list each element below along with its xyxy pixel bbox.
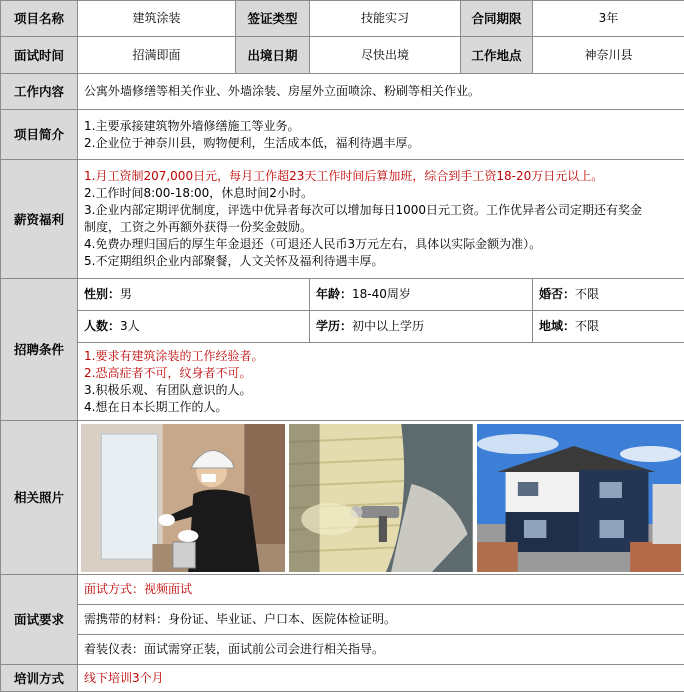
training-text: 线下培训3个月: [78, 665, 684, 692]
table-row: [1, 110, 684, 160]
photo-worker-painting-wall: [81, 424, 285, 572]
salary-label: 薪资福利: [1, 160, 78, 279]
education-cell: [310, 311, 533, 343]
table-row: [1, 74, 684, 110]
requirement-line: 1.要求有建筑涂装的工作经验者。: [84, 348, 678, 365]
work-location-label: 工作地点: [461, 37, 533, 74]
table-row: [1, 665, 684, 692]
contract-term-label: 合同期限: [461, 1, 533, 37]
requirement-line: 3.积极乐观、有团队意识的人。: [84, 382, 678, 399]
photos-cell: [78, 421, 684, 575]
photo-strip: [78, 424, 684, 572]
photos-label: 相关照片: [1, 421, 78, 575]
visa-type-value: 技能实习: [310, 1, 461, 37]
interview-time-value: 招满即面: [78, 37, 236, 74]
interview-method: 面试方式：视频面试: [78, 575, 684, 605]
requirements-list: [78, 343, 684, 421]
project-name-value: 建筑涂装: [78, 1, 236, 37]
table-row: [1, 1, 684, 37]
count-cell: [78, 311, 310, 343]
photo-house-exterior: [477, 424, 681, 572]
project-name-label: 项目名称: [1, 1, 78, 37]
interview-materials: 需携带的材料：身份证、毕业证、户口本、医院体检证明。: [78, 605, 684, 635]
table-row: [1, 160, 684, 279]
salary-line: 3.企业内部定期评优制度，评选中优异者每次可以增加每日1000日元工资。工作优异者公司定期还有奖金: [84, 202, 678, 219]
visa-type-label: 签证类型: [236, 1, 310, 37]
table-row: [1, 575, 684, 605]
salary-line: 制度，工资之外再额外获得一份奖金鼓励。: [84, 219, 678, 236]
training-label: 培训方式: [1, 665, 78, 692]
work-location-value: 神奈川县: [533, 37, 684, 74]
photo-spray-gun-siding: [289, 424, 473, 572]
table-row: [1, 343, 684, 421]
marriage-cell: [533, 279, 684, 311]
salary-line: 1.月工资制207,000日元，每月工作超23天工作时间后算加班，综合到手工资18-20万日元以上。: [84, 168, 678, 185]
intro-list: [78, 110, 684, 160]
table-row: [1, 605, 684, 635]
salary-line: 4.免费办理归国后的厚生年金退还（可退还人民币3万元左右，具体以实际金额为准）。: [84, 236, 678, 253]
interview-time-label: 面试时间: [1, 37, 78, 74]
intro-line: 2.企业位于神奈川县，购物便利，生活成本低，福利待遇丰厚。: [84, 135, 678, 152]
interview-dress: 着装仪表：面试需穿正装，面试前公司会进行相关指导。: [78, 635, 684, 665]
age-label: 年龄：: [316, 287, 352, 301]
departure-date-value: 尽快出境: [310, 37, 461, 74]
intro-line: 1.主要承接建筑物外墙修缮施工等业务。: [84, 118, 678, 135]
requirement-line: 2.恐高症者不可，纹身者不可。: [84, 365, 678, 382]
table-row: [1, 421, 684, 575]
table-row: [1, 635, 684, 665]
education-label: 学历：: [316, 319, 352, 333]
departure-date-label: 出境日期: [236, 37, 310, 74]
age-value: 18-40周岁: [352, 287, 411, 301]
salary-line: 2.工作时间8:00-18:00，休息时间2小时。: [84, 185, 678, 202]
interview-label: 面试要求: [1, 575, 78, 665]
contract-term-value: 3年: [533, 1, 684, 37]
table-row: [1, 279, 684, 311]
intro-label: 项目简介: [1, 110, 78, 160]
count-value: 3人: [120, 319, 140, 333]
marriage-value: 不限: [575, 287, 599, 301]
count-label: 人数：: [84, 319, 120, 333]
gender-label: 性别：: [84, 287, 120, 301]
table-row: [1, 311, 684, 343]
salary-list: [78, 160, 684, 279]
work-content-text: 公寓外墙修缮等相关作业、外墙涂装、房屋外立面喷涂、粉刷等相关作业。: [78, 74, 684, 110]
gender-value: 男: [120, 287, 132, 301]
table-row: [1, 37, 684, 74]
region-label: 地域：: [539, 319, 575, 333]
age-cell: [310, 279, 533, 311]
salary-line: 5.不定期组织企业内部聚餐，人文关怀及福利待遇丰厚。: [84, 253, 678, 270]
gender-cell: [78, 279, 310, 311]
region-value: 不限: [575, 319, 599, 333]
requirement-line: 4.想在日本长期工作的人。: [84, 399, 678, 416]
recruit-label: 招聘条件: [1, 279, 78, 421]
education-value: 初中以上学历: [352, 319, 424, 333]
work-content-label: 工作内容: [1, 74, 78, 110]
marriage-label: 婚否：: [539, 287, 575, 301]
region-cell: [533, 311, 684, 343]
